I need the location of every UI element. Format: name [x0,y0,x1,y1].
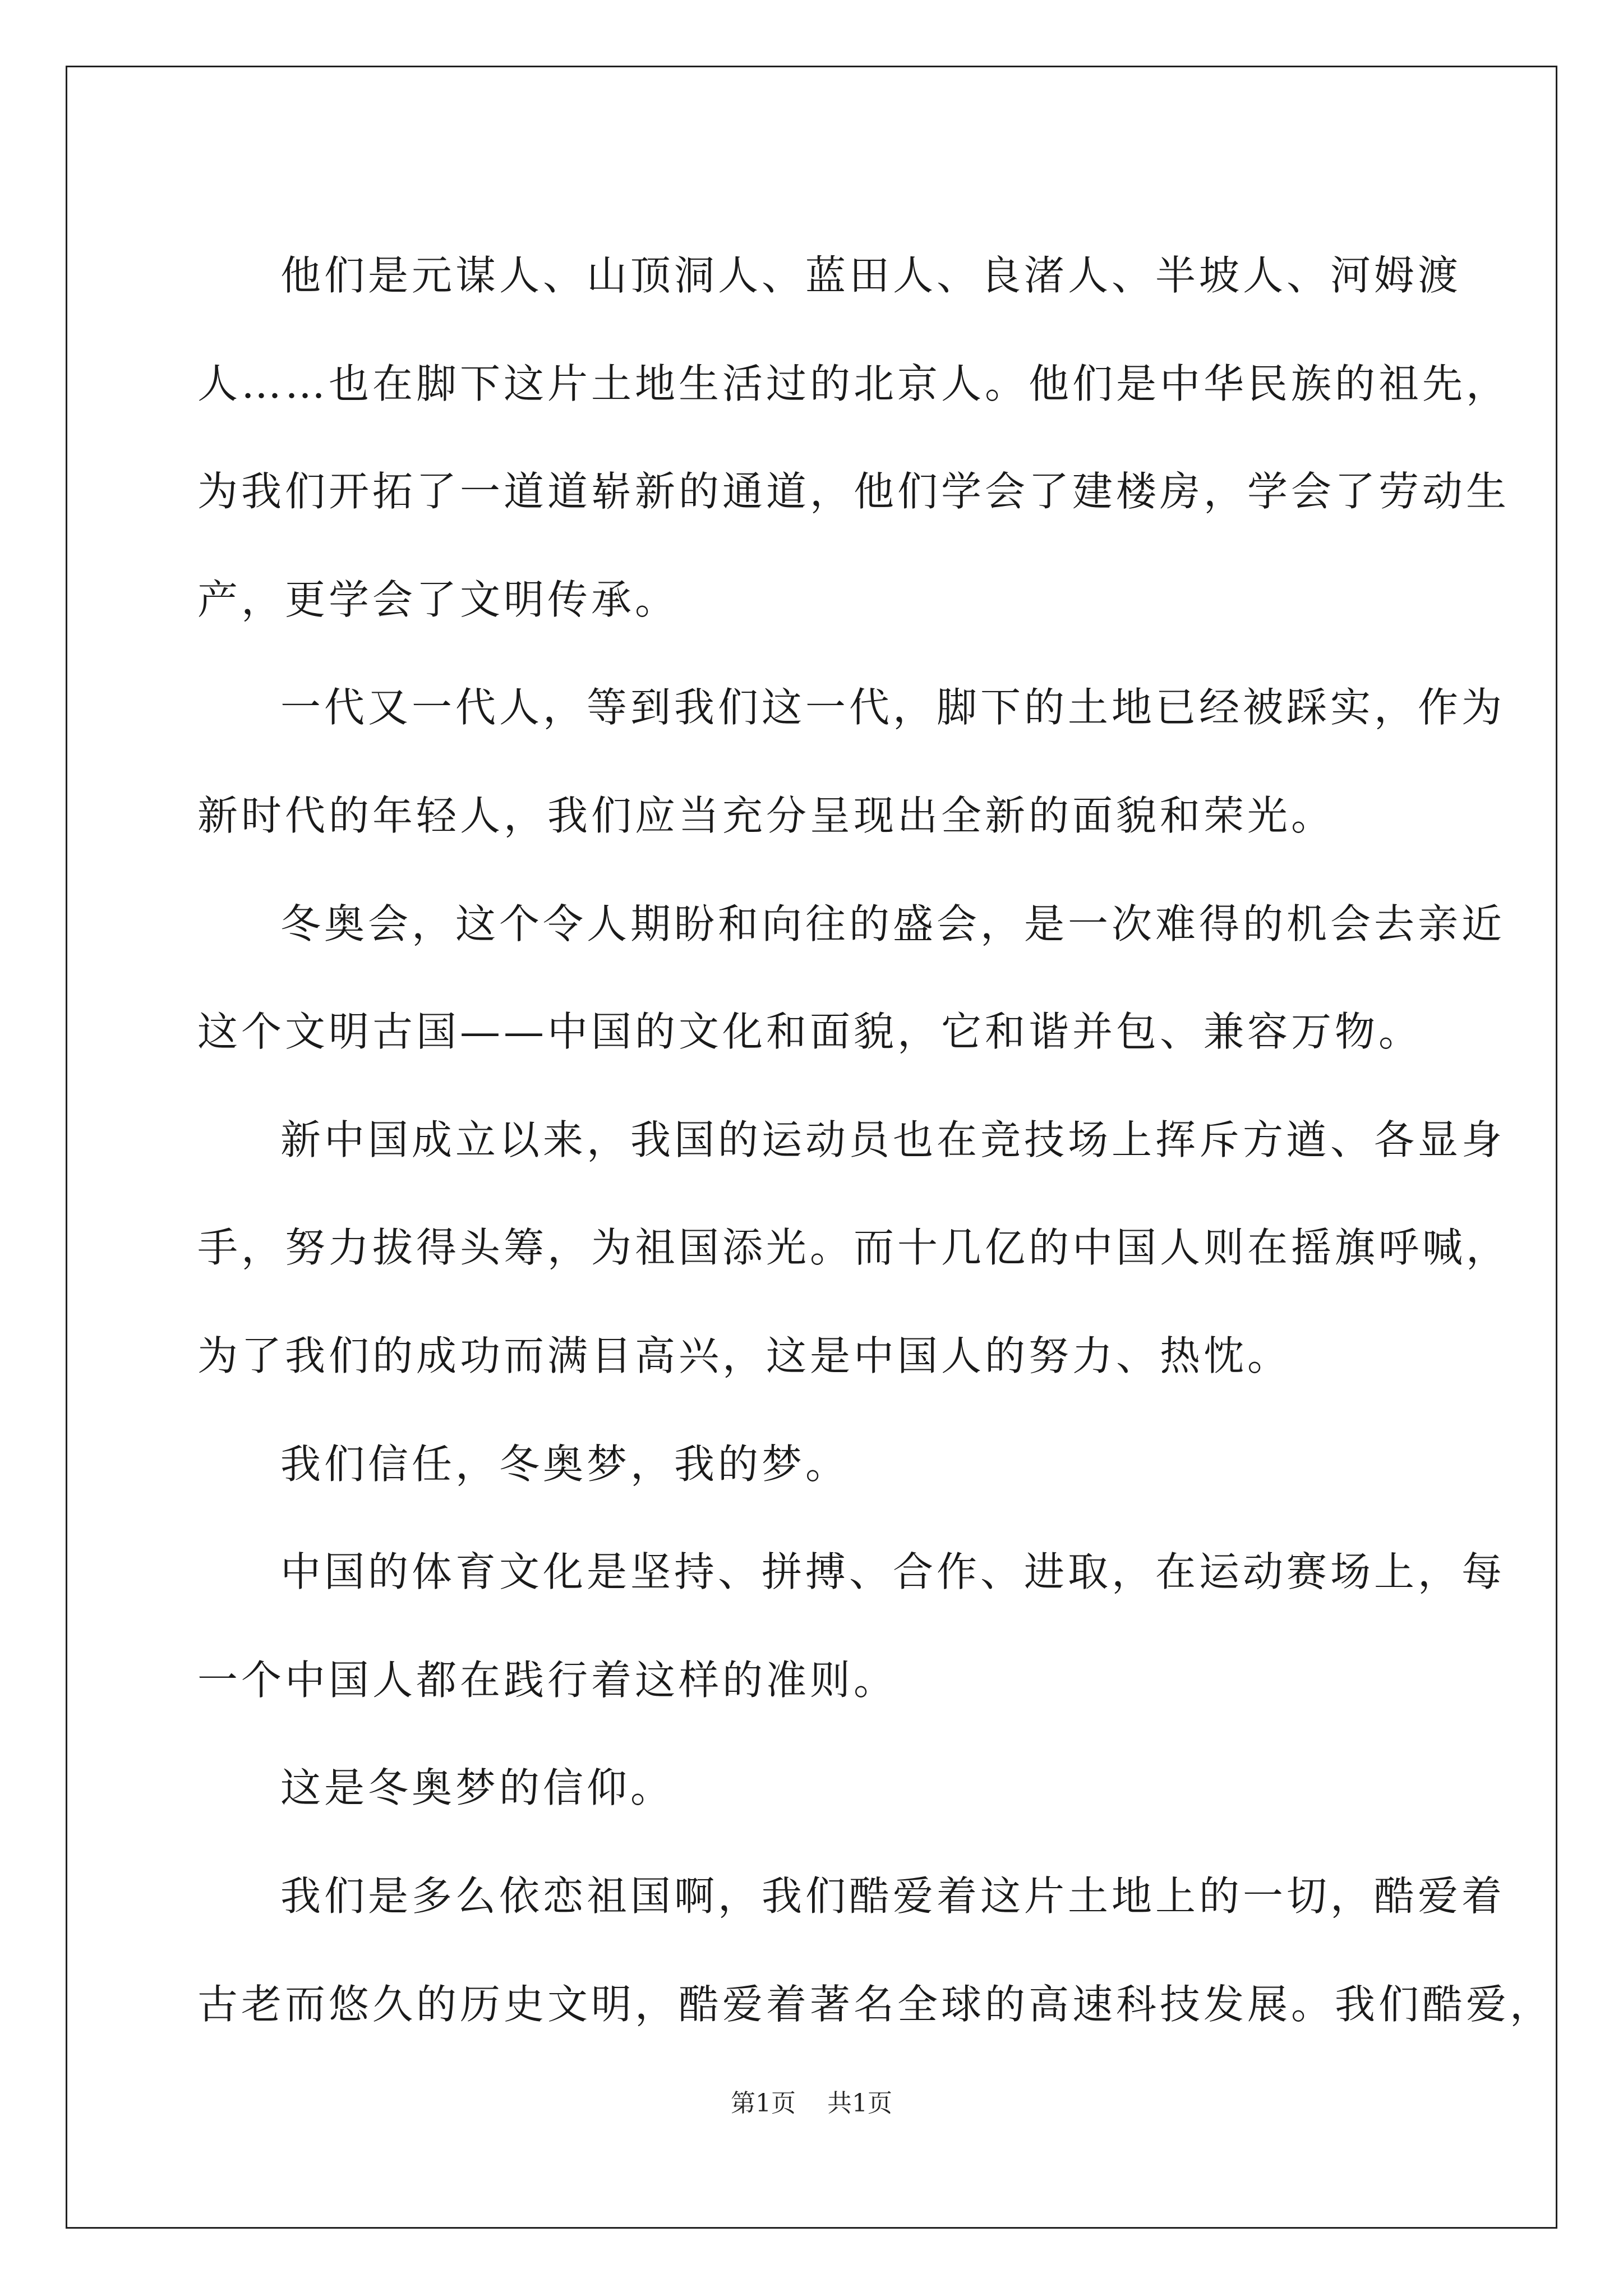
paragraph-line: 这是冬奥梦的信仰。 [280,1764,675,1812]
paragraph-line: 为我们开拓了一道道崭新的通道，他们学会了建楼房，学会了劳动生 [197,468,1510,516]
paragraph-line: 他们是元谋人、山顶洞人、蓝田人、良渚人、半坡人、河姆渡 [280,252,1462,299]
paragraph-line: 冬奥会，这个令人期盼和向往的盛会，是一次难得的机会去亲近 [280,900,1506,947]
paragraph-line: 新时代的年轻人，我们应当充分呈现出全新的面貌和荣光。 [197,792,1335,839]
paragraph-line: 这个文明古国——中国的文化和面貌，它和谐并包、兼容万物。 [197,1008,1423,1056]
document-body [197,222,1554,2058]
paragraph-line: 一个中国人都在践行着这样的准则。 [197,1656,898,1704]
paragraph-line: 为了我们的成功而满目高兴，这是中国人的努力、热忱。 [197,1332,1292,1379]
paragraph-line: 古老而悠久的历史文明，酷爱着著名全球的高速科技发展。我们酷爱， [197,1980,1554,2028]
paragraph-line: 产，更学会了文明传承。 [197,576,679,623]
paragraph-line: 新中国成立以来，我国的运动员也在竞技场上挥斥方遒、各显身 [280,1116,1506,1163]
page-footer: 第1页 共1页 [731,2089,892,2118]
paragraph-line: 我们是多么依恋祖国啊，我们酷爱着这片土地上的一切，酷爱着 [280,1872,1506,1920]
paragraph-line: 手，努力拔得头筹，为祖国添光。而十几亿的中国人则在摇旗呼喊， [197,1224,1510,1272]
paragraph-line: 中国的体育文化是坚持、拼搏、合作、进取，在运动赛场上，每 [280,1548,1506,1596]
paragraph-line: 人……也在脚下这片土地生活过的北京人。他们是中华民族的祖先， [197,360,1510,407]
paragraph-line: 一代又一代人，等到我们这一代，脚下的土地已经被踩实，作为 [280,684,1506,731]
paragraph-line: 我们信任，冬奥梦，我的梦。 [280,1440,850,1488]
